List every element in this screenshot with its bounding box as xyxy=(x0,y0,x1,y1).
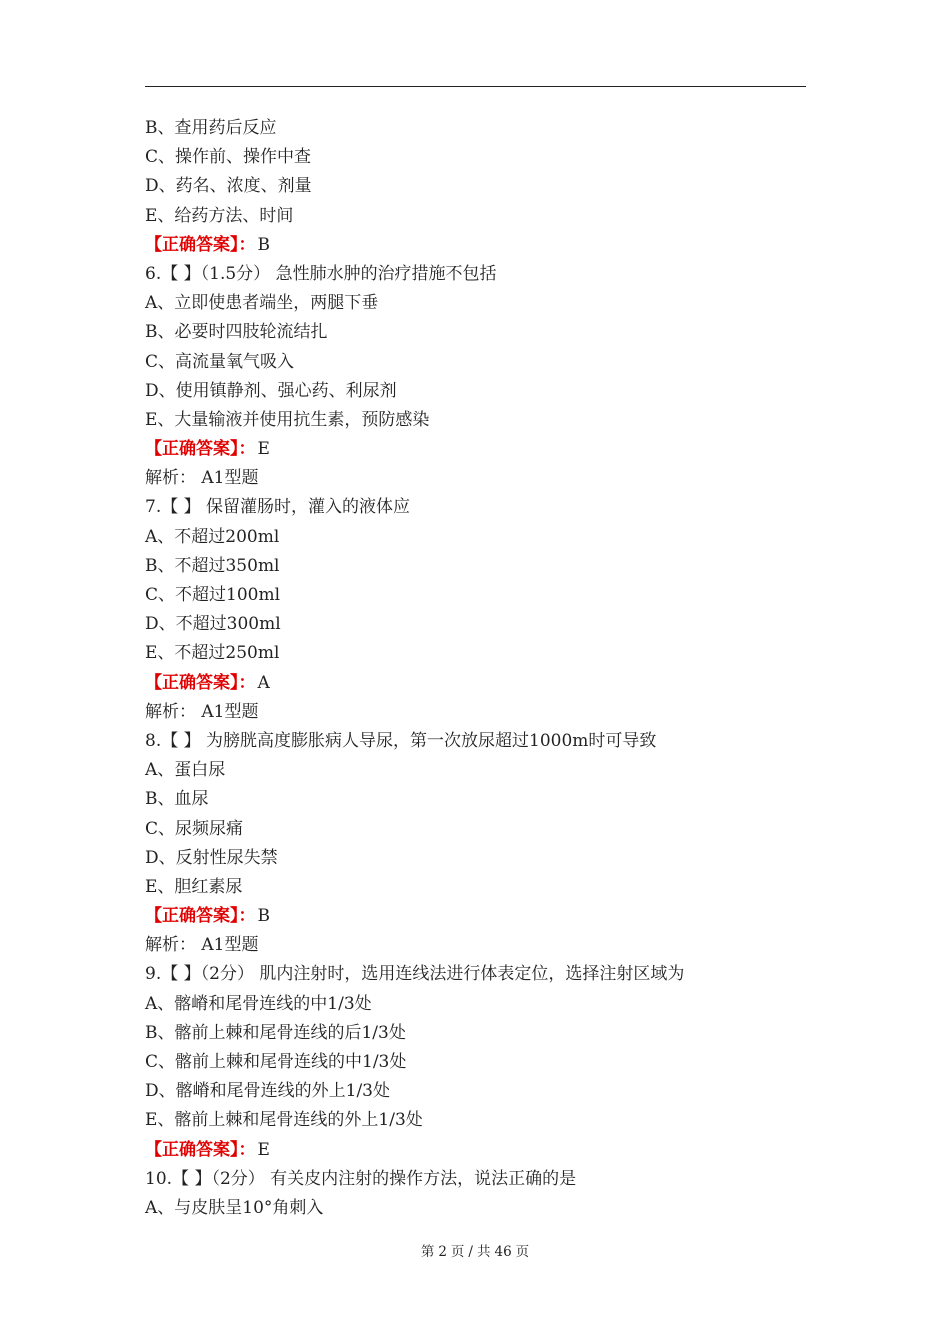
correct-answer-label: 【正确答案】： xyxy=(145,906,256,927)
answer-option: C、操作前、操作中查 xyxy=(145,147,312,168)
correct-answer-line xyxy=(145,1136,825,1165)
question-stem: 10.【 】（2分） 有关皮内注射的操作方法，说法正确的是 xyxy=(145,1168,577,1189)
page-footer xyxy=(0,1242,950,1262)
question-stem: 6.【 】（1.5分） 急性肺水肿的治疗措施不包括 xyxy=(145,263,497,284)
footer-page-number: 2 xyxy=(438,1244,447,1260)
answer-option: D、髂嵴和尾骨连线的外上1/3处 xyxy=(145,1081,390,1102)
correct-answer-value: E xyxy=(257,439,270,460)
answer-option: E、髂前上棘和尾骨连线的外上1/3处 xyxy=(145,1110,423,1131)
answer-option: A、蛋白尿 xyxy=(145,760,226,781)
footer-prefix: 第 xyxy=(420,1244,435,1260)
correct-answer-line xyxy=(145,435,825,464)
correct-answer-value: E xyxy=(257,1139,270,1160)
footer-separator: / xyxy=(468,1244,473,1260)
answer-option: B、查用药后反应 xyxy=(145,118,277,138)
question-stem: 9.【 】（2分） 肌内注射时，选用连线法进行体表定位，选择注射区域为 xyxy=(145,964,685,985)
answer-option: B、必要时四肢轮流结扎 xyxy=(145,322,328,343)
answer-option: E、大量输液并使用抗生素，预防感染 xyxy=(145,409,430,430)
correct-answer-value: A xyxy=(257,672,270,693)
answer-option: E、不超过250ml xyxy=(145,643,280,664)
answer-option: A、与皮肤呈10°角刺入 xyxy=(145,1197,324,1218)
answer-option: C、尿频尿痛 xyxy=(145,818,244,839)
header-rule xyxy=(145,86,806,87)
footer-total-unit: 页 xyxy=(515,1244,530,1260)
answer-option: B、不超过350ml xyxy=(145,555,280,576)
correct-answer-value: B xyxy=(257,906,270,927)
answer-option: D、反射性尿失禁 xyxy=(145,847,278,868)
footer-total-prefix: 共 xyxy=(476,1244,491,1260)
correct-answer-line xyxy=(145,669,825,698)
question-stem: 7.【 】 保留灌肠时，灌入的液体应 xyxy=(145,497,411,518)
question-stem: 8.【 】 为膀胱高度膨胀病人导尿，第一次放尿超过1000m时可导致 xyxy=(145,730,657,751)
correct-answer-label: 【正确答案】： xyxy=(145,1139,256,1160)
analysis-note: 解析： A1型题 xyxy=(145,701,259,722)
answer-option: E、胆红素尿 xyxy=(145,876,243,897)
footer-page-unit: 页 xyxy=(450,1244,465,1260)
answer-option: C、不超过100ml xyxy=(145,585,281,605)
correct-answer-line xyxy=(145,231,825,260)
answer-option: C、高流量氧气吸入 xyxy=(145,351,295,372)
answer-option: C、髂前上棘和尾骨连线的中1/3处 xyxy=(145,1052,407,1072)
answer-option: A、髂嵴和尾骨连线的中1/3处 xyxy=(145,993,372,1014)
answer-option: E、给药方法、时间 xyxy=(145,205,294,226)
correct-answer-label: 【正确答案】： xyxy=(145,234,256,255)
correct-answer-label: 【正确答案】： xyxy=(145,672,256,693)
answer-option: B、血尿 xyxy=(145,789,209,810)
page-content xyxy=(145,114,825,1223)
answer-option: A、不超过200ml xyxy=(145,526,280,547)
footer-total-pages: 46 xyxy=(494,1244,512,1260)
correct-answer-value: B xyxy=(257,234,270,255)
answer-option: D、药名、浓度、剂量 xyxy=(145,176,312,197)
answer-option: A、立即使患者端坐，两腿下垂 xyxy=(145,293,379,314)
analysis-note: 解析： A1型题 xyxy=(145,468,259,489)
answer-option: B、髂前上棘和尾骨连线的后1/3处 xyxy=(145,1022,406,1043)
answer-option: D、不超过300ml xyxy=(145,614,281,635)
correct-answer-label: 【正确答案】： xyxy=(145,439,256,460)
analysis-note: 解析： A1型题 xyxy=(145,935,259,956)
answer-option: D、使用镇静剂、强心药、利尿剂 xyxy=(145,380,397,401)
correct-answer-line xyxy=(145,902,825,931)
